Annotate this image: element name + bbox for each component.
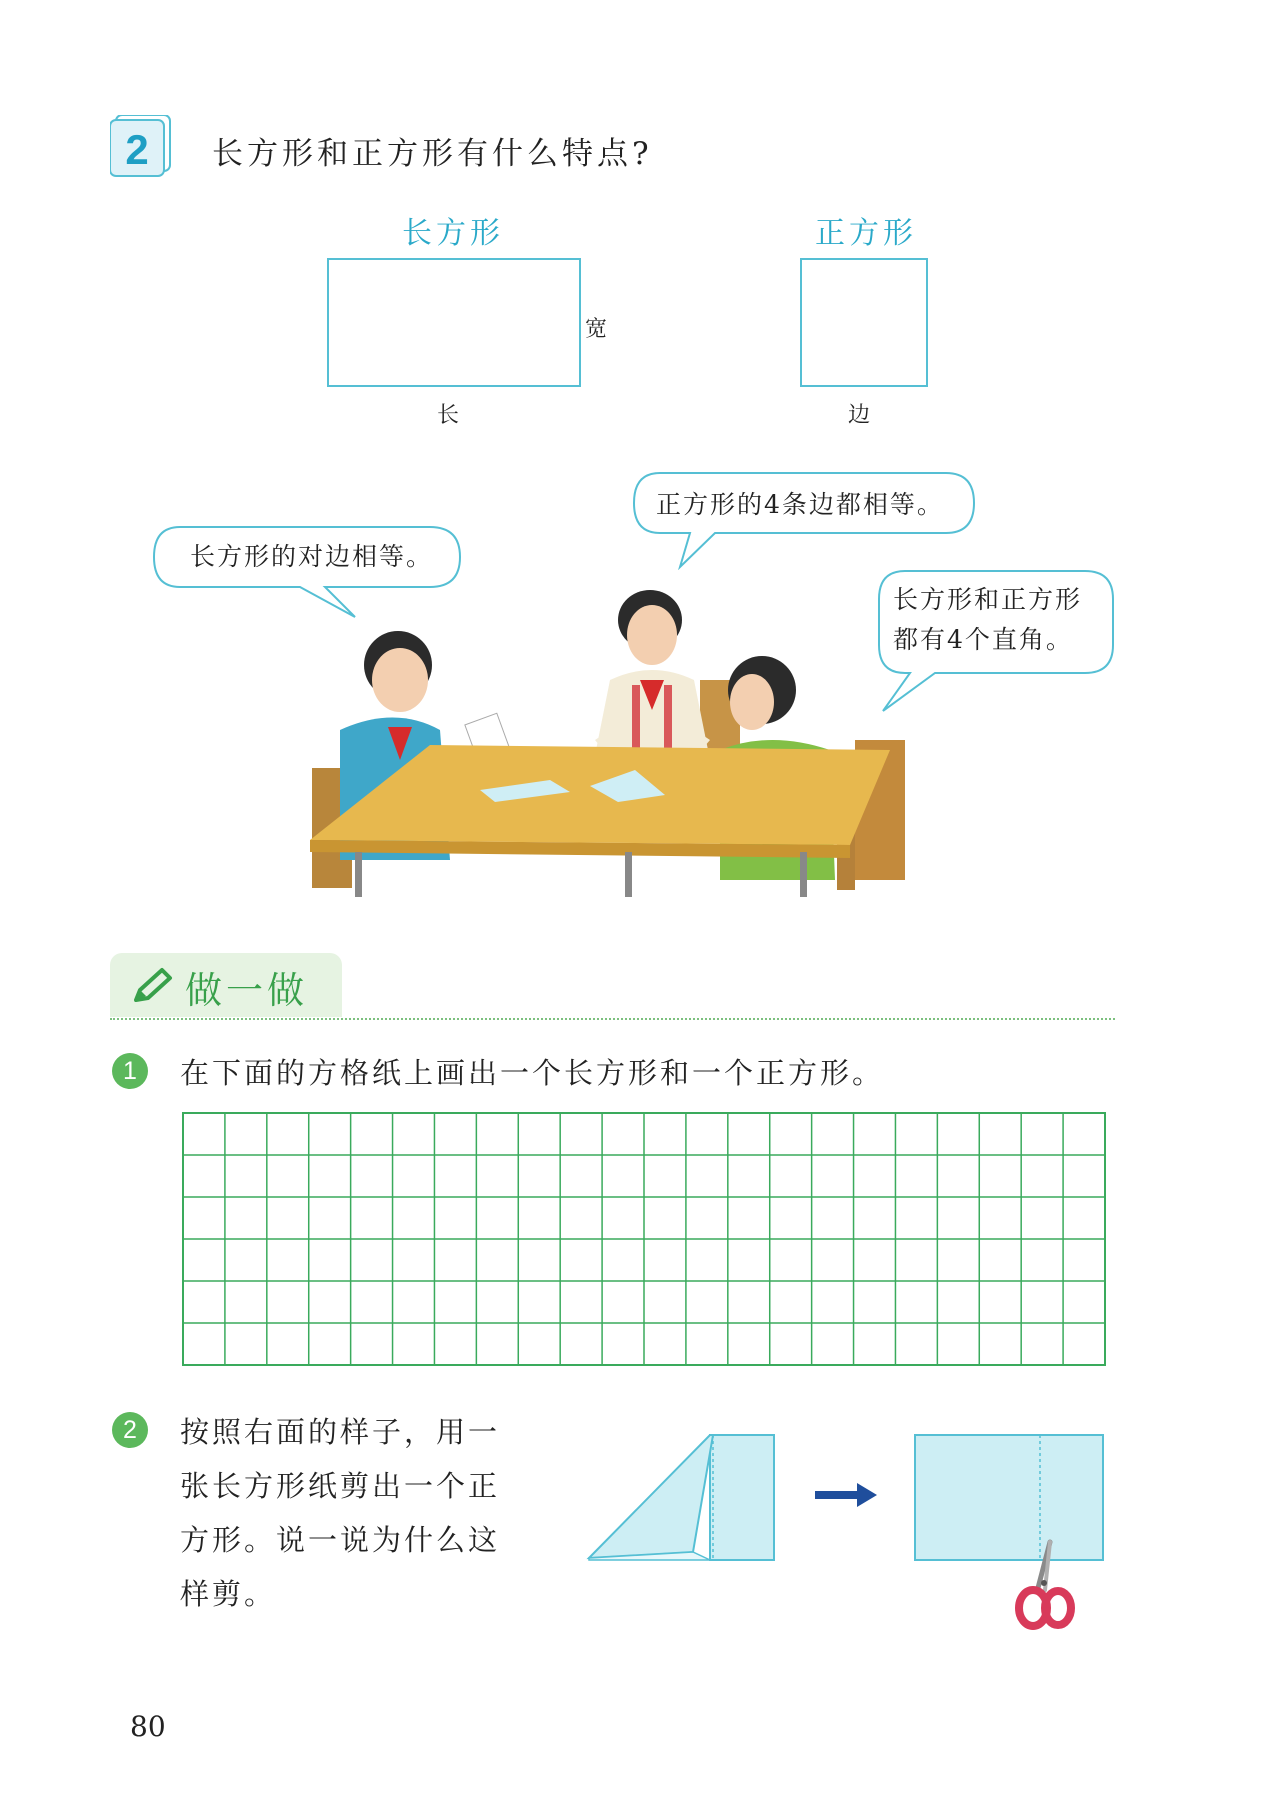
rectangle-shape	[327, 258, 581, 387]
square-title: 正方形	[815, 216, 917, 251]
speech-text-middle: 正方形的4条边都相等。	[656, 490, 944, 519]
speech-text-right: 长方形和正方形 都有4个直角。	[893, 585, 1083, 654]
exercise-1-number: 1	[112, 1053, 148, 1089]
question-number: 2	[125, 126, 149, 173]
pencil-icon	[128, 966, 178, 1008]
rectangle-length-label: 长	[437, 403, 460, 428]
rectangle-width-label: 宽	[585, 317, 608, 342]
square-shape	[800, 258, 928, 387]
page-number: 80	[130, 1710, 166, 1743]
children-at-table-illustration	[310, 590, 930, 900]
question-number-badge	[110, 115, 172, 177]
square-side-label: 边	[848, 403, 871, 428]
cut-paper-diagram	[913, 1430, 1113, 1630]
section-label: 做一做	[185, 969, 308, 1012]
question-title: 长方形和正方形有什么特点?	[212, 136, 653, 172]
section-divider	[110, 1018, 1115, 1020]
exercise-2-text: 按照右面的样子，用一张长方形纸剪出一个正方形。说一说为什么这样剪。	[180, 1415, 501, 1611]
exercise-2-number: 2	[112, 1412, 148, 1448]
arrow-right-icon	[815, 1483, 877, 1507]
grid-paper	[182, 1112, 1106, 1368]
folded-paper-diagram	[585, 1430, 780, 1562]
rectangle-title: 长方形	[402, 216, 504, 251]
speech-text-left: 长方形的对边相等。	[190, 542, 434, 571]
exercise-1-text: 在下面的方格纸上画出一个长方形和一个正方形。	[180, 1056, 885, 1090]
